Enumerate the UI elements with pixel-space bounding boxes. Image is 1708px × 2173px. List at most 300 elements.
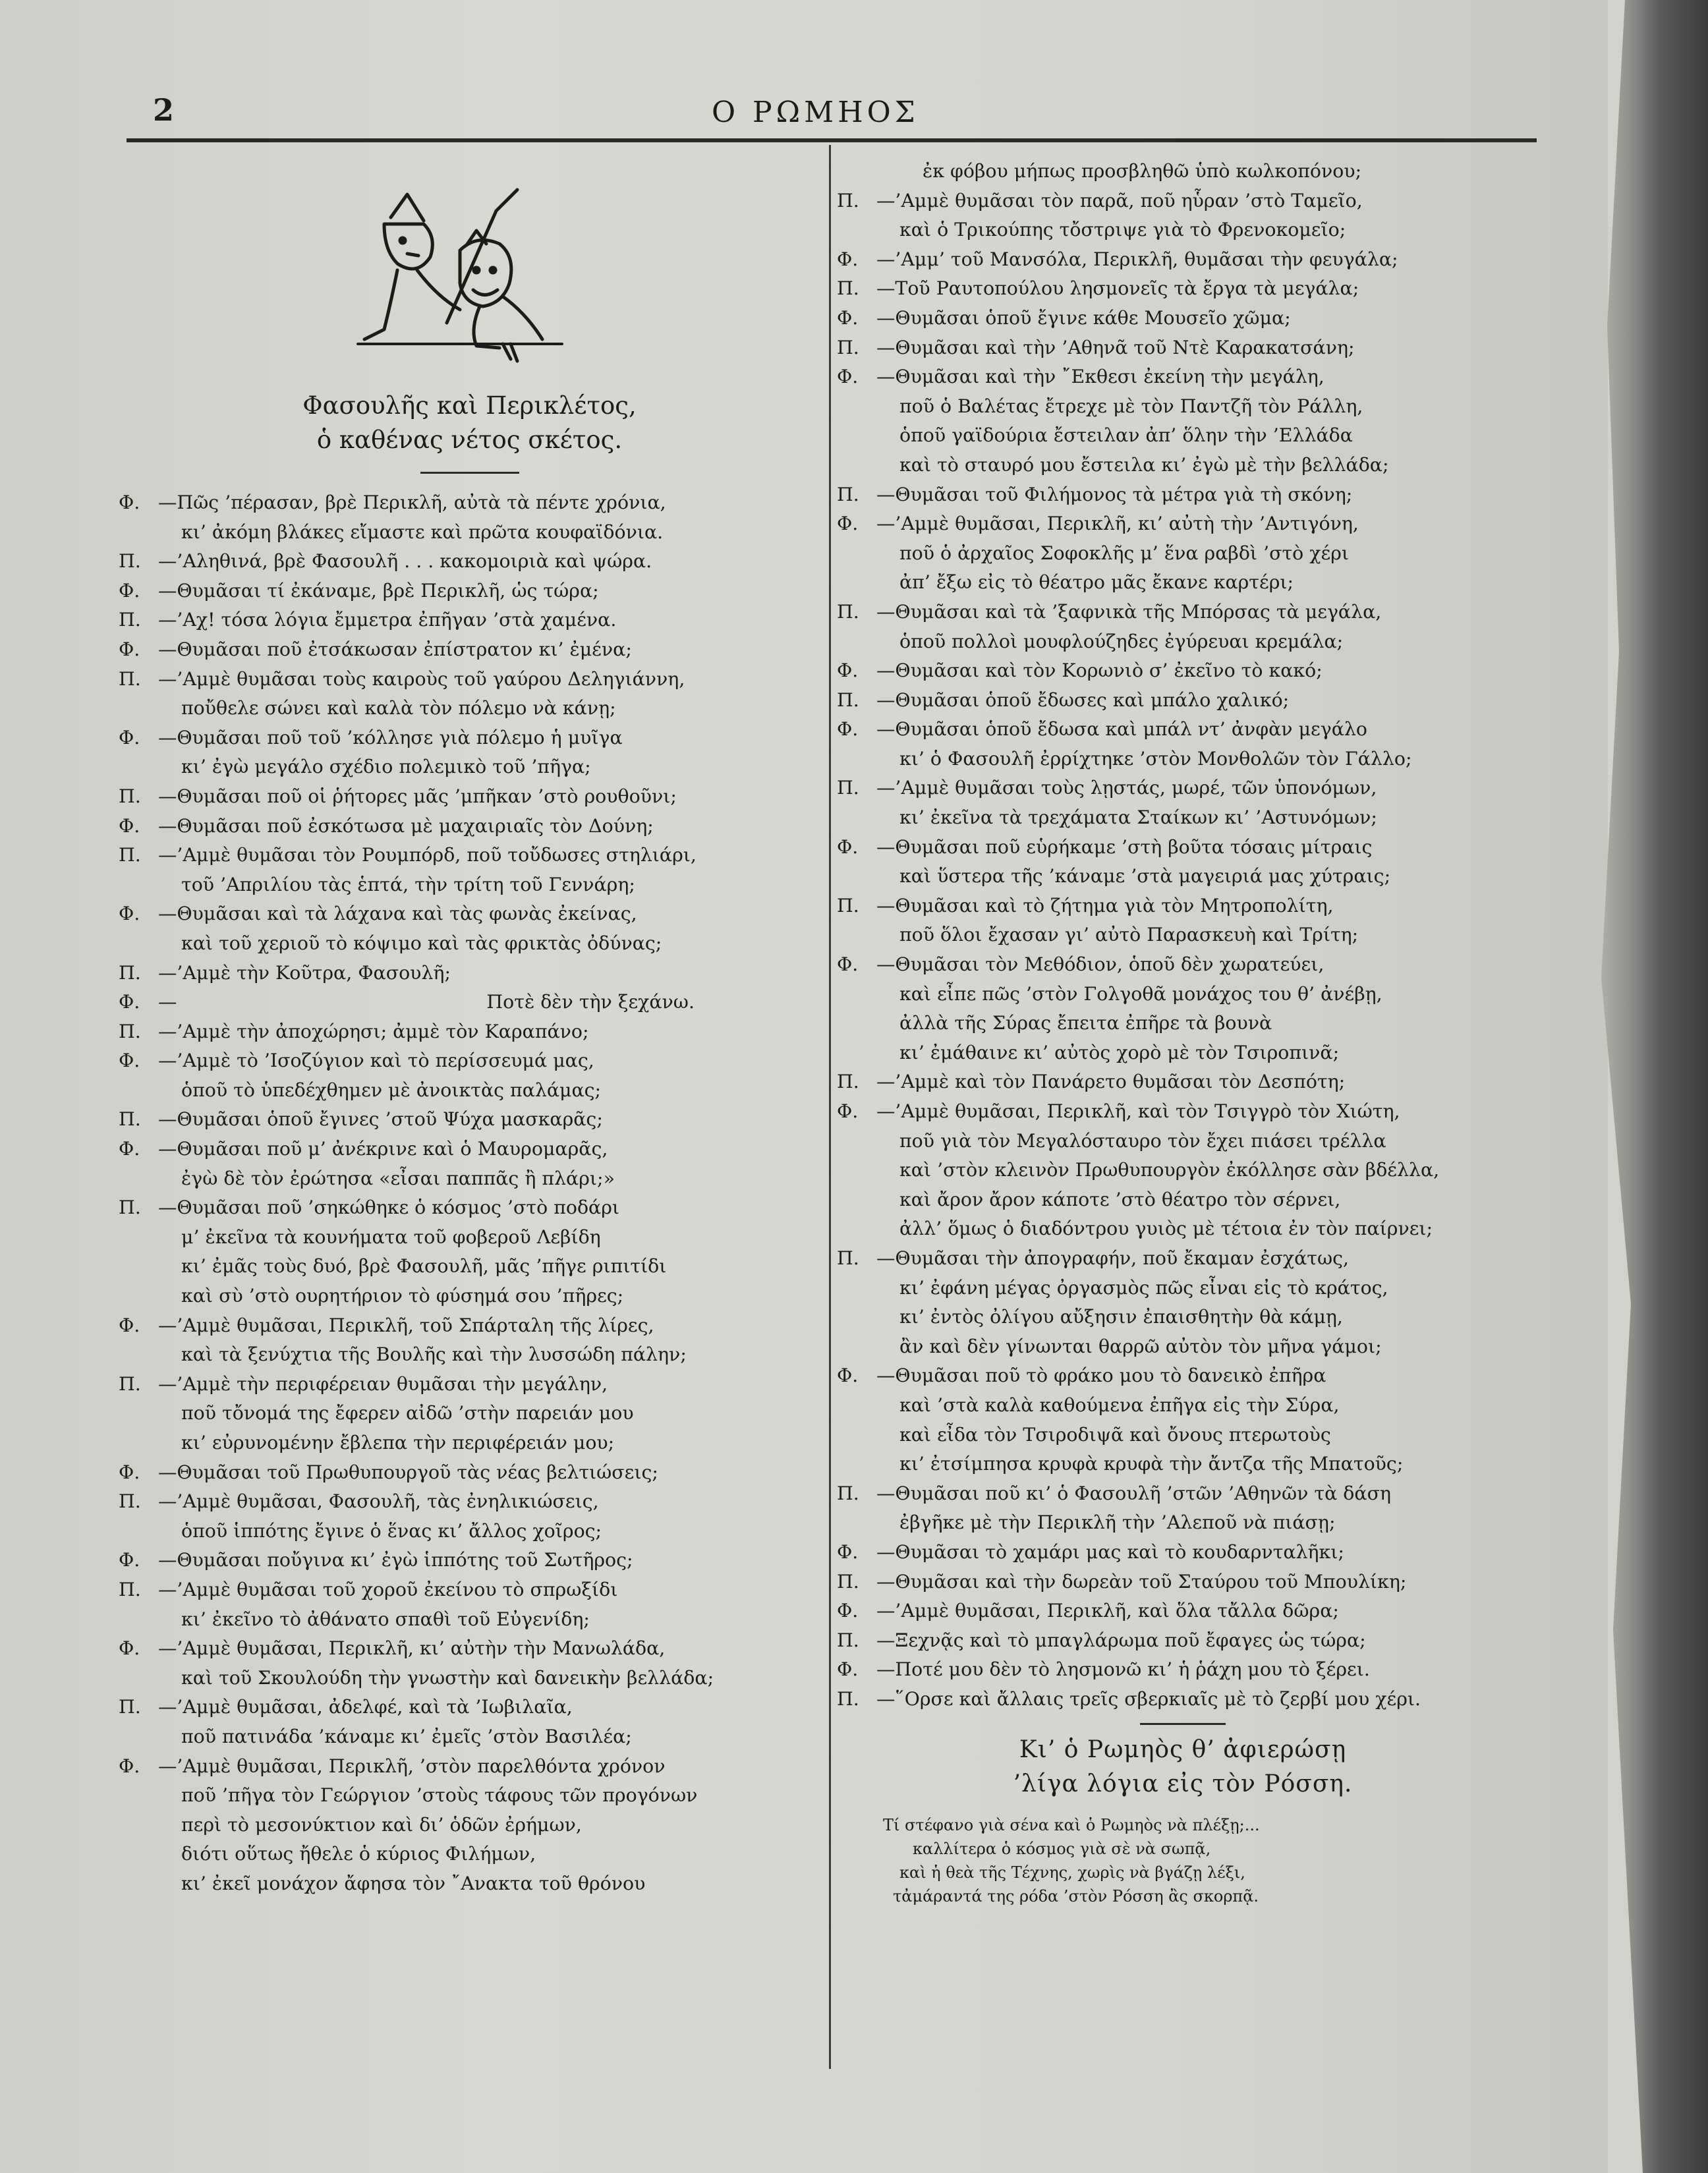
line-text: κι’ ἐμᾶς τοὺς δυό, βρὲ Φασουλῆ, μᾶς ’πῆγε ριπιτίδι: [181, 1255, 667, 1278]
line-text: ἀπ’ ἔξω εἰς τὸ θέατρο μᾶς ἔκανε καρτέρι;: [899, 571, 1294, 594]
dialogue-line: [119, 988, 820, 1017]
speaker-label: Φ.: [119, 1637, 140, 1660]
speaker-label: Π.: [119, 961, 141, 984]
dialogue-line: [119, 1517, 820, 1546]
column-divider: [829, 145, 831, 2069]
speaker-label: Π.: [119, 1372, 141, 1395]
em-dash: —: [158, 1372, 177, 1395]
dialogue-line: [119, 547, 820, 577]
line-text: ποῦ ὅλοι ἔχασαν γι’ αὐτὸ Παρασκευὴ καὶ Τρίτη;: [899, 924, 1359, 946]
line-text: Θυμᾶσαι ποῦ ἐσκότωσα μὲ μαχαιριαῖς τὸν Δούνη;: [177, 814, 654, 837]
speaker-label: Π.: [837, 189, 859, 212]
speaker-label: Φ.: [119, 1314, 140, 1336]
line-text: κι’ ὁ Φασουλῆ ἐρρίχτηκε ’στὸν Μονθολῶν τὸν Γάλλο;: [899, 747, 1412, 770]
em-dash: —: [158, 1578, 177, 1600]
dialogue-line: [119, 1487, 820, 1517]
em-dash: —: [876, 689, 896, 711]
dialogue-line: [837, 304, 1529, 333]
poem-title-line: ’λίγα λόγια εἰς τὸν Ρόσση.: [1013, 1770, 1353, 1798]
line-text: Θυμᾶσαι ποῦ τὸ φράκο μου τὸ δανεικὸ ἐπῆρα: [895, 1365, 1326, 1387]
line-text: καὶ ’στὸν κλεινὸν Πρωθυπουργὸν ἐκόλλησε σὰν βδέλλα,: [899, 1159, 1440, 1181]
dialogue-line: [119, 1311, 820, 1341]
dialogue-line: [119, 959, 820, 988]
em-dash: —: [876, 306, 896, 329]
dialogue-line: [119, 1840, 820, 1869]
speaker-label: Φ.: [119, 726, 140, 748]
speaker-label: Π.: [119, 1578, 141, 1600]
line-text: Θυμᾶσαι ποὔγινα κι’ ἐγὼ ἱππότης τοῦ Σωτῆρος;: [177, 1549, 633, 1571]
line-text: ποῦ γιὰ τὸν Μεγαλόσταυρο τὸν ἔχει πιάσει τρέλλα: [899, 1129, 1386, 1152]
speaker-label: Φ.: [837, 306, 859, 329]
speaker-label: Φ.: [119, 1138, 140, 1160]
dialogue-title-line: Φασουλῆς καὶ Περικλέτος,: [302, 391, 637, 420]
dialogue-line: [837, 1626, 1529, 1656]
line-text: κι’ ἐκεῖ μονάχον ἄφησα τὸν ῎Ανακτα τοῦ θρόνου: [181, 1872, 646, 1894]
poem-title: [837, 1733, 1529, 1801]
em-dash: —: [876, 718, 896, 741]
line-text: Θυμᾶσαι ὁποῦ ἔγινε κάθε Μουσεῖο χῶμα;: [895, 306, 1291, 329]
line-text: Θυμᾶσαι καὶ τὴν ῎Εκθεσι ἐκείνη τὴν μεγάλη,: [895, 366, 1324, 388]
line-text: Θυμᾶσαι τοῦ Πρωθυπουργοῦ τὰς νέας βελτιώσεις;: [177, 1461, 658, 1483]
line-text: ’Αμμὲ θυμᾶσαι, ἀδελφέ, καὶ τὰ ’Ιωβιλαῖα,: [177, 1696, 573, 1718]
line-text: Θυμᾶσαι καὶ τὸν Κορωνιὸ σ’ ἐκεῖνο τὸ κακό;: [895, 660, 1323, 682]
speaker-label: Φ.: [119, 1755, 140, 1777]
dialogue-line: [119, 929, 820, 959]
dialogue-line: [837, 362, 1529, 392]
dialogue-line: [119, 723, 820, 753]
dialogue-line: [837, 509, 1529, 539]
line-text: Θυμᾶσαι ὁποῦ ἔδωσες καὶ μπάλο χαλικό;: [895, 689, 1290, 711]
dialogue-line: [837, 1508, 1529, 1538]
speaker-label: Φ.: [119, 991, 140, 1013]
line-text: Θυμᾶσαι τὴν ἀπογραφήν, ποῦ ἔκαμαν ἐσχάτως,: [895, 1247, 1350, 1269]
line-text: ’Αμμὲ καὶ τὸν Πανάρετο θυμᾶσαι τὸν Δεσπότη;: [895, 1071, 1346, 1093]
line-text: ἐγὼ δὲ τὸν ἐρώτησα «εἶσαι παππᾶς ἢ πλάρι;»: [181, 1167, 615, 1189]
dialogue-line: [119, 665, 820, 694]
line-text: Θυμᾶσαι καὶ τὴν δωρεὰν τοῦ Σταύρου τοῦ Μπουλίκη;: [895, 1570, 1407, 1593]
speaker-label: Φ.: [119, 903, 140, 925]
dialogue-line: [837, 392, 1529, 422]
em-dash: —: [158, 814, 177, 837]
line-text: Θυμᾶσαι ποῦ τοῦ ’κόλλησε γιὰ πόλεμο ἡ μυῖγα: [177, 726, 623, 748]
dialogue-line: [837, 980, 1529, 1009]
line-text: Θυμᾶσαι τί ἐκάναμε, βρὲ Περικλῆ, ὡς τώρα;: [177, 579, 599, 602]
em-dash: —: [876, 1100, 896, 1122]
dialogue-line: [837, 920, 1529, 950]
line-text: κι’ ἐγὼ μεγάλο σχέδιο πολεμικὸ τοῦ ’πῆγα;: [181, 756, 591, 778]
speaker-label: Π.: [837, 277, 859, 300]
dialogue-line: [837, 803, 1529, 833]
em-dash: —: [158, 1549, 177, 1571]
line-text: ὁποῦ ἱππότης ἔγινε ὁ ἕνας κι’ ἄλλος χοῖρος;: [181, 1519, 602, 1542]
em-dash: —: [158, 609, 177, 631]
em-dash: —: [876, 366, 896, 388]
dialogue-line: [119, 1164, 820, 1194]
dialogue-line: [119, 1370, 820, 1399]
line-text: Θυμᾶσαι ποῦ κι’ ὁ Φασουλῆ ’στῶν ’Αθηνῶν τὰ δάση: [895, 1482, 1391, 1504]
dialogue-line: [837, 833, 1529, 862]
speaker-label: Π.: [119, 1490, 141, 1513]
speaker-label: Φ.: [837, 1540, 859, 1563]
line-text: Θυμᾶσαι ποῦ ’σηκώθηκε ὁ κόσμος ’στὸ ποδάρι: [177, 1197, 620, 1219]
line-text: ποῦ ’πῆγα τὸν Γεώργιον ’στοὺς τάφους τῶν προγόνων: [181, 1784, 698, 1807]
two-figures-illustration: [345, 171, 595, 382]
line-text: καὶ ὕστερα τῆς ’κάναμε ’στὰ μαγειριά μας χύτραις;: [899, 865, 1391, 888]
dialogue-line: [837, 656, 1529, 686]
dialogue-line: [119, 577, 820, 606]
em-dash: —: [876, 1687, 896, 1710]
right-dialogue: [837, 157, 1529, 1714]
dialogue-line: [837, 1214, 1529, 1244]
line-text: καὶ τοῦ χεριοῦ τὸ κόψιμο καὶ τὰς φρικτὰς ὀδύνας;: [181, 932, 662, 954]
line-text: ’Αμμὲ τὴν Κοῦτρα, Φασουλῆ;: [177, 961, 451, 984]
speaker-label: Π.: [837, 1687, 859, 1710]
speaker-label: Φ.: [837, 835, 859, 858]
em-dash: —: [876, 277, 896, 300]
em-dash: —: [158, 1696, 177, 1718]
speaker-label: Φ.: [837, 513, 859, 535]
dialogue-line: [119, 870, 820, 900]
dialogue-line: [837, 1156, 1529, 1185]
dialogue-line: [837, 745, 1529, 774]
speaker-label: Φ.: [837, 366, 859, 388]
line-text: περὶ τὸ μεσονύκτιον καὶ δι’ ὁδῶν ἐρήμων,: [181, 1813, 582, 1836]
speaker-label: Π.: [119, 667, 141, 690]
dialogue-line: [119, 1105, 820, 1135]
line-text: ’Αχ! τόσα λόγια ἔμμετρα ἐπῆγαν ’στὰ χαμένα.: [177, 609, 617, 631]
dialogue-line: [119, 1869, 820, 1899]
speaker-label: Π.: [837, 1071, 859, 1093]
em-dash: —: [876, 1658, 896, 1681]
speaker-label: Φ.: [119, 1050, 140, 1072]
dialogue-line: [119, 1722, 820, 1752]
dialogue-line: [837, 1038, 1529, 1068]
dialogue-line: [837, 686, 1529, 716]
line-text: ὁποῦ πολλοὶ μουφλούζηδες ἐγύρευαι κρεμάλα;: [899, 630, 1344, 652]
line-text: Ποτέ μου δὲν τὸ λησμονῶ κι’ ἡ ῥάχη μου τὸ ξέρει.: [895, 1658, 1370, 1681]
speaker-label: Φ.: [837, 1365, 859, 1387]
poem-title-line: Κι’ ὁ Ρωμηὸς θ’ ἀφιερώσῃ: [1019, 1736, 1347, 1764]
em-dash: —: [876, 1247, 896, 1269]
line-text: Πῶς ’πέρασαν, βρὲ Περικλῆ, αὐτὰ τὰ πέντε χρόνια,: [177, 492, 666, 513]
line-text: ’Αμμὲ θυμᾶσαι, Περικλῆ, τοῦ Σπάρταλη τῆς λίρες,: [177, 1314, 654, 1336]
header-rule: [127, 138, 1537, 142]
speaker-label: Π.: [837, 777, 859, 799]
speaker-label: Π.: [837, 1482, 859, 1504]
dialogue-line: [837, 950, 1529, 980]
em-dash: —: [876, 835, 896, 858]
dialogue-line: [119, 1458, 820, 1488]
em-dash: —: [876, 1629, 896, 1651]
line-text: ποῦ πατινάδα ’κάναμε κι’ ἐμεῖς ’στὸν Βασιλέα;: [181, 1725, 632, 1747]
line-text: ’Αμμὲ θυμᾶσαι τοῦ χοροῦ ἐκείνου τὸ σπρωξίδι: [177, 1578, 618, 1600]
line-text: ’Αμμὲ θυμᾶσαι, Περικλῆ, κι’ αὐτὴ τὴν ’Αντιγόνη,: [895, 513, 1359, 535]
em-dash: —: [158, 1050, 177, 1072]
line-text-reply: Ποτὲ δὲν τὴν ξεχάνω.: [486, 991, 695, 1013]
line-text: κι’ ἐμάθαινε κι’ αὐτὸς χορὸ μὲ τὸν Τσιροπινᾶ;: [899, 1041, 1340, 1063]
line-text: καὶ τὰ ξενύχτια τῆς Βουλῆς καὶ τὴν λυσσώδη πάλην;: [181, 1343, 687, 1366]
dialogue-title-line: ὁ καθένας νέτος σκέτος.: [316, 426, 623, 454]
speaker-label: Π.: [119, 550, 141, 573]
dialogue-line: [119, 752, 820, 782]
dialogue-line: [837, 215, 1529, 245]
dialogue-line: [119, 841, 820, 870]
line-text: Θυμᾶσαι ποῦ ἐτσάκωσαν ἐπίστρατον κι’ ἐμένα;: [177, 638, 632, 660]
line-text: ὁποῦ τὸ ὑπεδέχθημεν μὲ ἀνοικτὰς παλάμας;: [181, 1079, 602, 1101]
speaker-label: Φ.: [119, 638, 140, 660]
left-dialogue: [119, 488, 820, 1899]
poem-line: τἀμάραντά της ρόδα ’στὸν Ρόσση ἂς σκορπᾷ.: [893, 1887, 1259, 1906]
speaker-label: Π.: [119, 1108, 141, 1131]
speaker-label: Φ.: [837, 248, 859, 270]
dialogue-line: [119, 1282, 820, 1311]
line-text: Θυμᾶσαι ὁποῦ ἔγινες ’στοῦ Ψύχα μασκαρᾶς;: [177, 1108, 603, 1131]
em-dash: —: [158, 785, 177, 807]
em-dash: —: [158, 1197, 177, 1219]
em-dash: —: [876, 953, 896, 976]
line-text: ’Αμμ’ τοῦ Μανσόλα, Περικλῆ, θυμᾶσαι τὴν φευγάλα;: [895, 248, 1398, 270]
speaker-label: Φ.: [119, 814, 140, 837]
dialogue-line: [119, 1017, 820, 1047]
line-text: Θυμᾶσαι ποῦ εὑρήκαμε ’στὴ βοῦτα τόσαις μίτραις: [895, 835, 1373, 858]
dialogue-line: [837, 480, 1529, 510]
dialogue-line: [119, 694, 820, 723]
speaker-label: Φ.: [119, 1549, 140, 1571]
line-text: ’Αμμὲ θυμᾶσαι τὸν Ρουμπόρδ, ποῦ τοὔδωσες στηλιάρι,: [177, 844, 697, 866]
dialogue-line: [119, 1811, 820, 1840]
dialogue-line: [119, 1046, 820, 1076]
left-column: [119, 171, 820, 1899]
em-dash: —: [158, 726, 177, 748]
dialogue-line: [837, 1361, 1529, 1391]
line-text: τοῦ ’Απριλίου τὰς ἑπτά, τὴν τρίτη τοῦ Γεννάρη;: [181, 873, 635, 895]
dialogue-line: [837, 1391, 1529, 1421]
line-text: ῞Ορσε καὶ ἄλλαις τρεῖς σβερκιαῖς μὲ τὸ ζερβί μου χέρι.: [895, 1687, 1421, 1710]
line-text: κι’ ἐτσίμπησα κρυφὰ κρυφὰ τὴν ἄντζα τῆς Μπατοῦς;: [899, 1453, 1404, 1475]
dialogue-line: [837, 1127, 1529, 1156]
em-dash: —: [158, 961, 177, 984]
line-text: ’Αμμὲ θυμᾶσαι, Περικλῆ, κι’ αὐτὴν τὴν Μανωλάδα,: [177, 1637, 666, 1660]
em-dash: —: [158, 492, 177, 513]
dialogue-line: [837, 1009, 1529, 1038]
dialogue-line: [837, 245, 1529, 275]
dialogue-line: [837, 186, 1529, 216]
line-text: ’Αμμὲ θυμᾶσαι, Περικλῆ, ’στὸν παρελθόντα χρόνον: [177, 1755, 666, 1777]
line-text: Θυμᾶσαι τοῦ Φιλήμονος τὰ μέτρα γιὰ τὴ σκόνη;: [895, 483, 1353, 505]
speaker-label: Π.: [837, 689, 859, 711]
dialogue-line: [119, 1546, 820, 1575]
speaker-label: Π.: [837, 600, 859, 623]
poem-line: καλλίτερα ὁ κόσμος γιὰ σὲ νὰ σωπᾷ,: [913, 1840, 1211, 1859]
em-dash: —: [876, 336, 896, 358]
em-dash: —: [158, 1755, 177, 1777]
dialogue-line: [119, 1076, 820, 1106]
em-dash: —: [876, 513, 896, 535]
line-text: καὶ τὸ σταυρό μου ἔστειλα κι’ ἐγὼ μὲ τὴν βελλάδα;: [899, 453, 1389, 476]
line-text: ’Αμμὲ τὴν ἀποχώρησι; ἀμμὲ τὸν Καραπάνο;: [177, 1020, 589, 1042]
speaker-label: Φ.: [837, 953, 859, 976]
line-text: κι’ ἀκόμη βλάκες εἴμαστε καὶ πρῶτα κουφαϊδόνια.: [181, 521, 664, 543]
speaker-label: Φ.: [837, 1600, 859, 1622]
line-text: ’Αληθινά, βρὲ Φασουλῆ . . . κακομοιριὰ καὶ ψώρα.: [177, 550, 652, 573]
dialogue-title: [119, 389, 820, 457]
em-dash: —: [158, 1138, 177, 1160]
dialogue-line: [119, 606, 820, 635]
dialogue-line: [837, 891, 1529, 921]
line-text: ’Αμμὲ θυμᾶσαι τὸν παρᾶ, ποῦ ηὗραν ’στὸ Ταμεῖο,: [895, 189, 1363, 212]
line-text: ’Αμμὲ θυμᾶσαι, Περικλῆ, καὶ ὅλα τἄλλα δῶρα;: [895, 1600, 1339, 1622]
dialogue-line: [119, 1399, 820, 1428]
em-dash: —: [158, 844, 177, 866]
dialogue-line: [837, 774, 1529, 803]
speaker-label: Π.: [119, 844, 141, 866]
line-text: διότι οὕτως ἤθελε ὁ κύριος Φιλήμων,: [181, 1843, 536, 1865]
dialogue-line: [119, 1781, 820, 1811]
dialogue-line: [119, 1428, 820, 1458]
em-dash: —: [158, 903, 177, 925]
dialogue-line: [837, 1303, 1529, 1332]
line-text: Θυμᾶσαι τὸν Μεθόδιον, ὁποῦ δὲν χωρατεύει,: [895, 953, 1324, 976]
line-text: Θυμᾶσαι καὶ τὸ ζήτημα γιὰ τὸν Μητροπολίτη,: [895, 894, 1334, 917]
dialogue-line: [119, 635, 820, 665]
em-dash: —: [876, 1365, 896, 1387]
line-text: ἐκ φόβου μήπως προσβληθῶ ὑπὸ κωλκοπόνου;: [923, 160, 1362, 182]
dialogue-line: [837, 157, 1529, 186]
dialogue-line: [119, 899, 820, 929]
dialogue-line: [119, 812, 820, 841]
dialogue-line: [837, 1332, 1529, 1362]
masthead-title: Ο ΡΩΜΗΟΣ: [712, 96, 919, 129]
dialogue-line: [837, 627, 1529, 657]
speaker-label: Φ.: [837, 1658, 859, 1681]
page-number: 2: [153, 92, 175, 128]
line-text: Θυμᾶσαι ποῦ μ’ ἀνέκρινε καὶ ὁ Μαυρομαρᾶς,: [177, 1138, 608, 1160]
dialogue-line: [837, 1244, 1529, 1274]
dialogue-line: [119, 1752, 820, 1782]
line-text: καὶ εἶδα τὸν Τσιροδιψᾶ καὶ ὄνους πτερωτοὺς: [899, 1423, 1331, 1446]
em-dash: —: [158, 667, 177, 690]
line-text: μ’ ἐκεῖνα τὰ κουνήματα τοῦ φοβεροῦ Λεβίδη: [181, 1226, 601, 1248]
dialogue-line: [119, 1664, 820, 1693]
poem-line: Τί στέφανο γιὰ σένα καὶ ὁ Ρωμηὸς νὰ πλέξῃ;...: [883, 1816, 1260, 1835]
speaker-label: Π.: [837, 1247, 859, 1269]
dialogue-line: [119, 1693, 820, 1722]
dialogue-line: [119, 1634, 820, 1664]
line-text: κι’ ἐντὸς ὀλίγου αὔξησιν ἐπαισθητὴν θὰ κάμῃ,: [899, 1306, 1343, 1328]
line-text: ἂν καὶ δὲν γίνωνται θαρρῶ αὐτὸν τὸν μῆνα γάμοι;: [899, 1335, 1382, 1357]
dialogue-line: [119, 1135, 820, 1164]
em-dash: —: [876, 1570, 896, 1593]
line-text: ’Αμμὲ θυμᾶσαι τοὺς καιροὺς τοῦ γαύρου Δεληγιάννη,: [177, 667, 685, 690]
line-text: καὶ σὺ ’στὸ ουρητήριον τὸ φύσημά σου ’πῆρες;: [181, 1285, 624, 1307]
em-dash: —: [876, 600, 896, 623]
line-text: ποῦ ὁ ἀρχαῖος Σοφοκλῆς μ’ ἕνα ραβδὶ ’στὸ χέρι: [899, 542, 1350, 564]
dialogue-line: [837, 1274, 1529, 1303]
em-dash: —: [158, 638, 177, 660]
em-dash: —: [876, 777, 896, 799]
em-dash: —: [158, 1637, 177, 1660]
line-text: καὶ ὁ Τρικούπης τὄστριψε γιὰ τὸ Φρενοκομεῖο;: [899, 219, 1346, 241]
dialogue-line: [837, 1421, 1529, 1450]
poem-rule: [1140, 1723, 1226, 1725]
dialogue-line: [837, 1479, 1529, 1509]
dialogue-line: [837, 1596, 1529, 1626]
em-dash: —: [876, 1071, 896, 1093]
dialogue-line: [837, 1185, 1529, 1215]
dialogue-line: [837, 1097, 1529, 1127]
line-text: ἀλλ’ ὅμως ὁ διαδόντρου γυιὸς μὲ τέτοια ἐν τὸν παίρνει;: [899, 1218, 1433, 1240]
dialogue-line: [837, 1567, 1529, 1597]
speaker-label: Π.: [837, 1570, 859, 1593]
poem-line: καὶ ἡ θεὰ τῆς Τέχνης, χωρὶς νὰ βγάζῃ λέξι,: [899, 1863, 1245, 1882]
dialogue-line: [119, 1340, 820, 1370]
speaker-label: Π.: [837, 1629, 859, 1651]
dialogue-line: [837, 1450, 1529, 1479]
line-text: κι’ ἐκεῖνο τὸ ἀθάνατο σπαθὶ τοῦ Εὐγενίδη;: [181, 1608, 590, 1630]
em-dash: —: [876, 189, 896, 212]
dialogue-line: [837, 598, 1529, 627]
dialogue-line: [837, 333, 1529, 363]
line-text: καὶ εἶπε πῶς ’στὸν Γολγοθᾶ μονάχος του θ’ ἀνέβῃ,: [899, 982, 1382, 1005]
dialogue-line: [119, 1223, 820, 1253]
dialogue-line: [837, 1685, 1529, 1714]
line-text: ἀλλὰ τῆς Σύρας ἔπειτα ἐπῆρε τὰ βουνὰ: [899, 1012, 1272, 1034]
line-text: καὶ ἄρον ἄρον κάποτε ’στὸ θέατρο τὸν σέρνει,: [899, 1188, 1341, 1210]
em-dash: —: [158, 579, 177, 602]
line-text: Θυμᾶσαι καὶ τὰ ’ξαφνικὰ τῆς Μπόρσας τὰ μεγάλα,: [895, 600, 1382, 623]
line-text: κι’ εὐρυνομένην ἔβλεπα τὴν περιφέρειάν μου;: [181, 1432, 615, 1453]
poem: [837, 1813, 1529, 1908]
speaker-label: Φ.: [119, 579, 140, 602]
line-text: Ξεχνᾷς καὶ τὸ μπαγλάρωμα ποῦ ἔφαγες ὡς τώρα;: [895, 1629, 1366, 1651]
em-dash: —: [876, 894, 896, 917]
dialogue-line: [119, 488, 820, 518]
line-text: ἐβγῆκε μὲ τὴν Περικλῆ τὴν ’Αλεποῦ νὰ πιάσῃ;: [899, 1511, 1336, 1534]
em-dash: —: [876, 1540, 896, 1563]
speaker-label: Π.: [119, 1197, 141, 1219]
speaker-label: Φ.: [837, 660, 859, 682]
dialogue-line: [119, 1193, 820, 1223]
em-dash: —: [876, 248, 896, 270]
line-text: κι’ ἐκεῖνα τὰ τρεχάματα Σταίκων κι’ ’Αστυνόμων;: [899, 806, 1377, 829]
speaker-label: Φ.: [837, 1100, 859, 1122]
speaker-label: Φ.: [119, 1461, 140, 1483]
title-rule: [420, 472, 519, 474]
line-text: κι’ ἐφάνη μέγας ὀργασμὸς πῶς εἶναι εἰς τὸ κράτος,: [899, 1276, 1388, 1299]
line-text: ποῦ ὁ Βαλέτας ἔτρεχε μὲ τὸν Παντζῆ τὸν Ράλλη,: [899, 395, 1363, 417]
line-text: Θυμᾶσαι καὶ τὴν ’Αθηνᾶ τοῦ Ντὲ Καρακατσάνη;: [895, 336, 1355, 358]
speaker-label: Π.: [119, 1696, 141, 1718]
speaker-label: Π.: [837, 483, 859, 505]
right-column: [837, 157, 1529, 1908]
line-text: ’Αμμὲ θυμᾶσαι τοὺς λῃστάς, μωρέ, τῶν ὑπονόμων,: [895, 777, 1377, 799]
em-dash: —: [158, 550, 177, 573]
em-dash: —: [158, 1314, 177, 1336]
dialogue-line: [837, 451, 1529, 480]
em-dash: —: [158, 1020, 177, 1042]
speaker-label: Φ.: [837, 718, 859, 741]
dialogue-line: [837, 1538, 1529, 1567]
line-text: Θυμᾶσαι τὸ χαμάρι μας καὶ τὸ κουδαρνταλῆκι;: [895, 1540, 1345, 1563]
dialogue-line: [837, 568, 1529, 598]
line-text: Θυμᾶσαι ὁποῦ ἔδωσα καὶ μπάλ ντ’ ἀνφὰν μεγάλο: [895, 718, 1367, 741]
em-dash: —: [876, 1600, 896, 1622]
speaker-label: Π.: [837, 336, 859, 358]
line-text: ποῦ τὄνομά της ἔφερεν αἰδῶ ’στὴν παρειάν μου: [181, 1402, 634, 1425]
line-text: καὶ ’στὰ καλὰ καθούμενα ἐπῆγα εἰς τὴν Σύρα,: [899, 1394, 1340, 1416]
line-text: ’Αμμὲ θυμᾶσαι, Περικλῆ, καὶ τὸν Τσιγγρὸ τὸν Χιώτη,: [895, 1100, 1400, 1122]
dialogue-line: [837, 1655, 1529, 1685]
